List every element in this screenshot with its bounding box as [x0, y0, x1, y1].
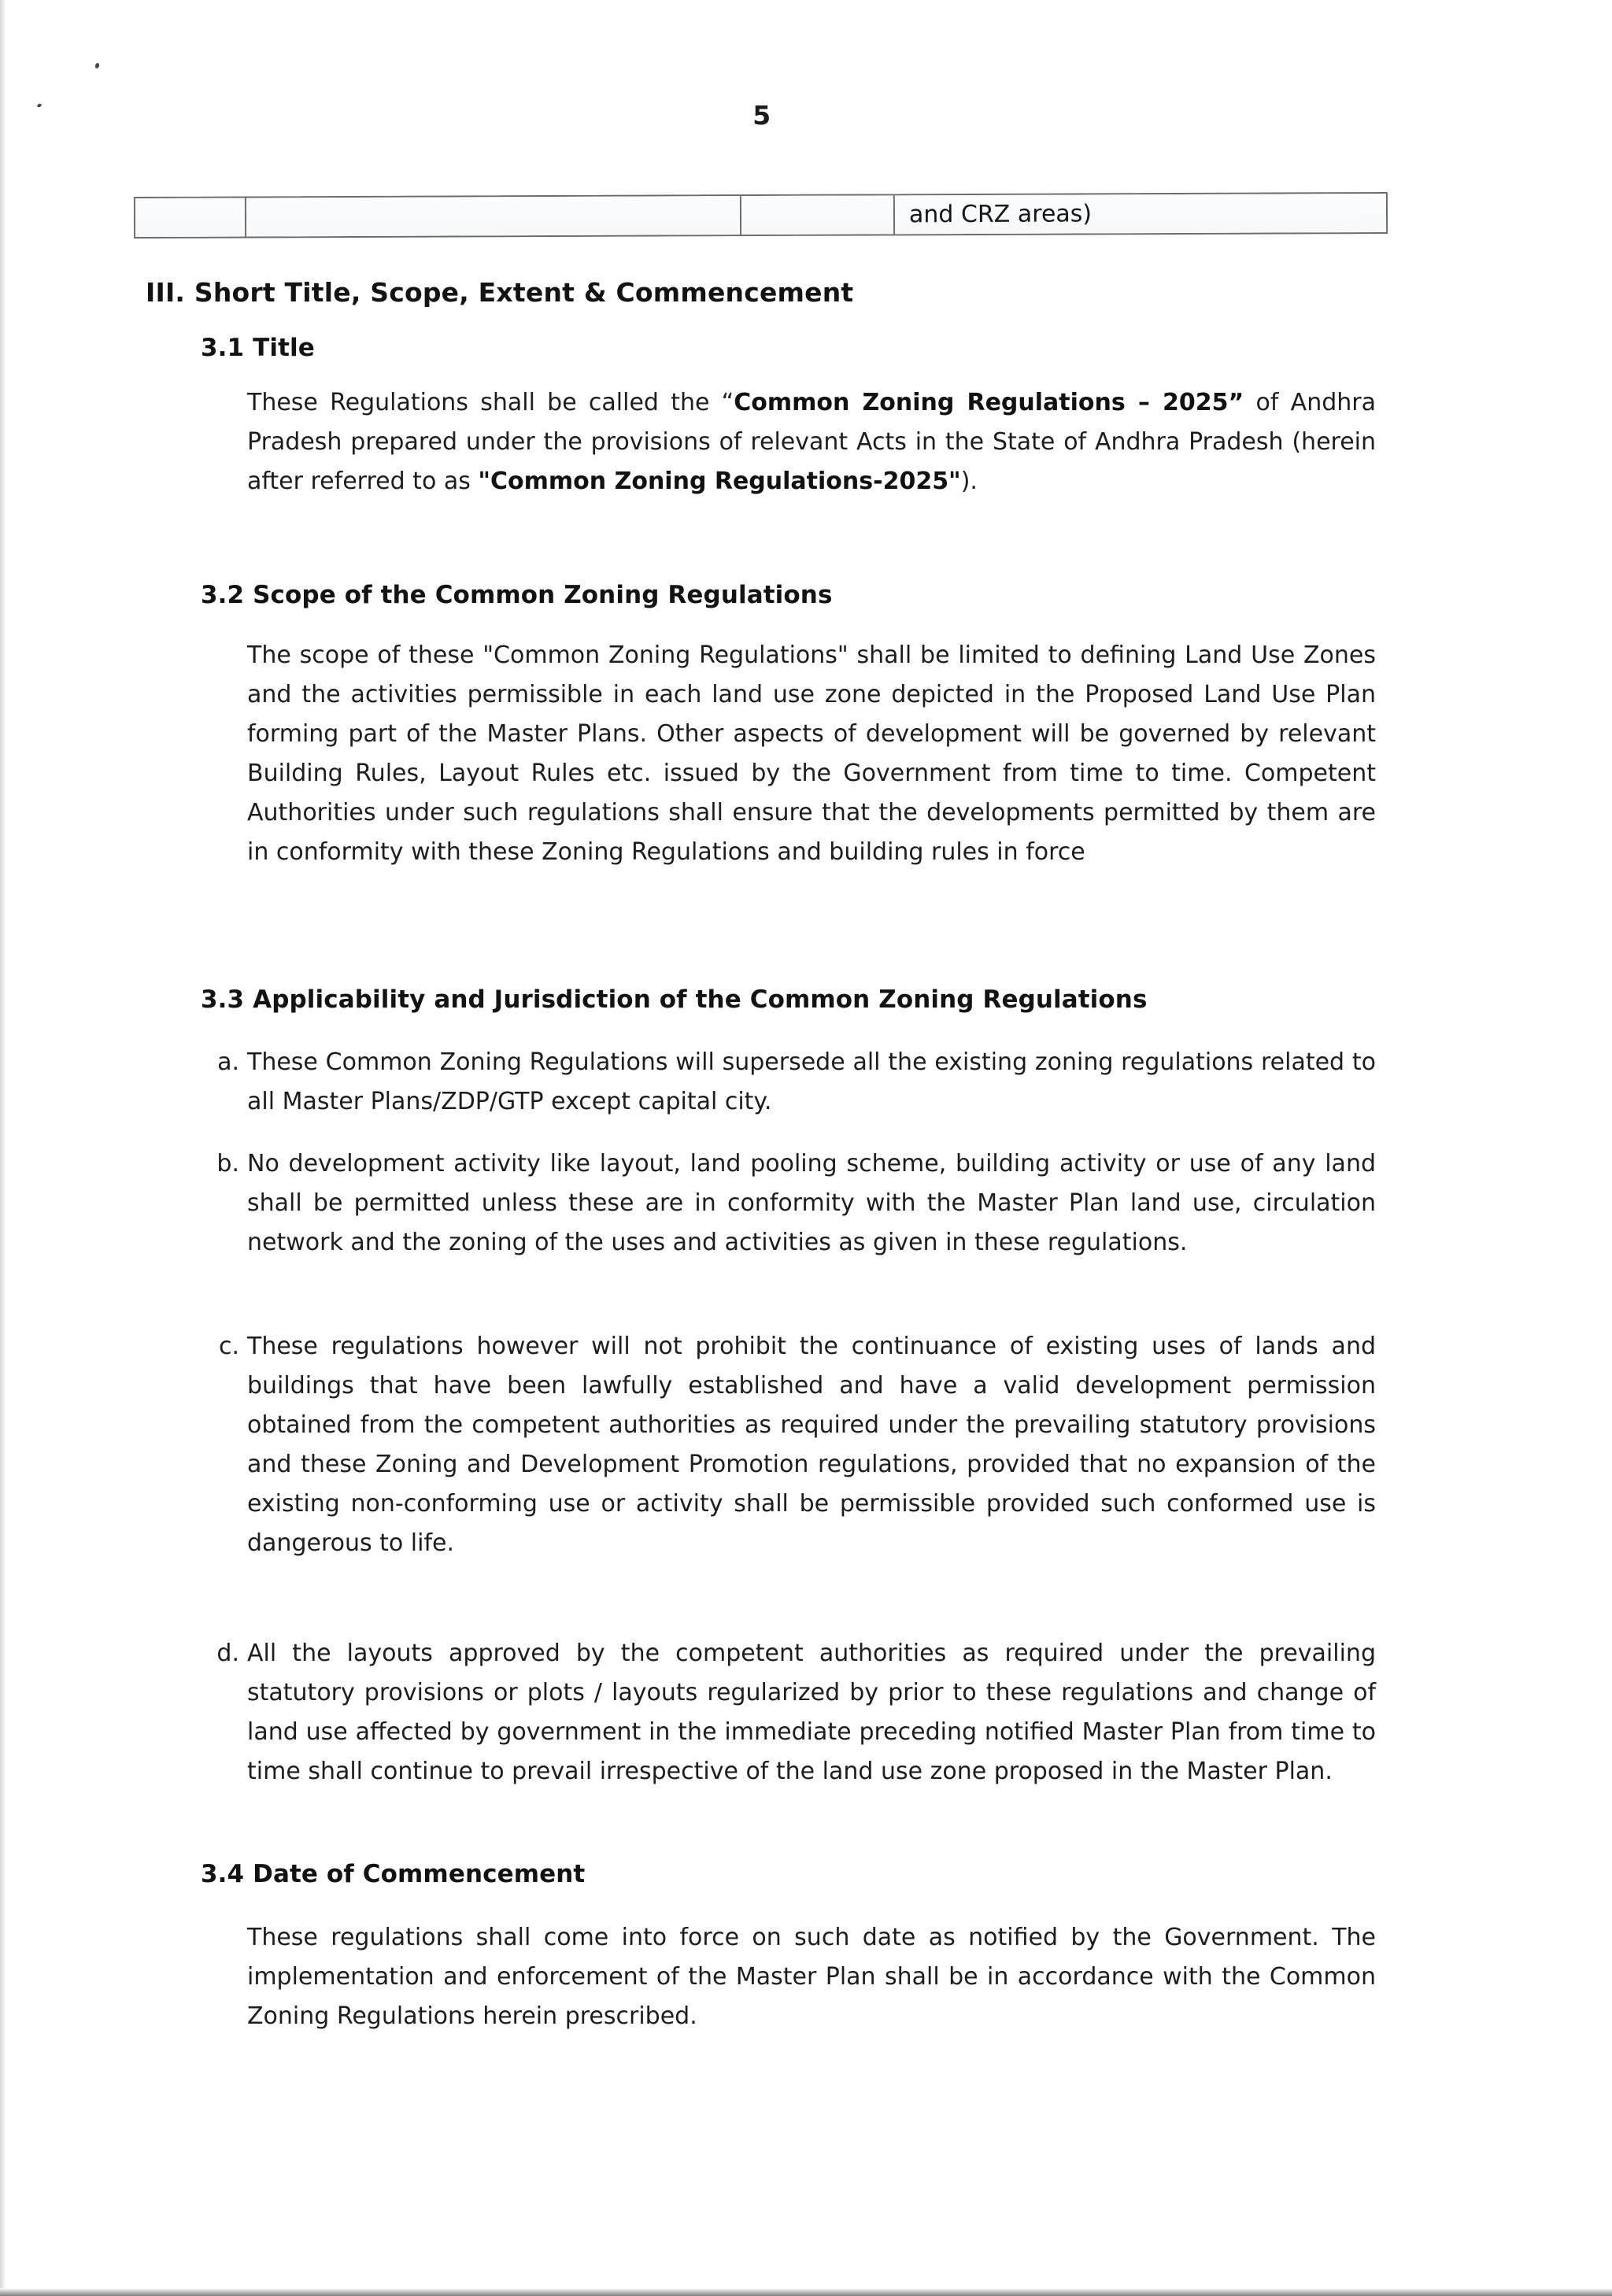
- subsection-heading-3-4: 3.4 Date of Commencement: [201, 1860, 586, 1888]
- scan-edge-left: [0, 0, 6, 2296]
- para-run: of Andhra Pradesh prepared under the provisions of relevant Acts in the State of Andhra Pradesh (herein after referred to as: [247, 389, 1376, 495]
- list-item: [206, 1043, 1376, 1122]
- page-number: 5: [752, 100, 771, 131]
- scan-speck-icon: [94, 62, 100, 68]
- scan-edge-bottom: [0, 2288, 1612, 2296]
- para-run-bold: "Common Zoning Regulations-2025": [478, 468, 961, 495]
- list-item-marker: c.: [218, 1333, 239, 1360]
- list-item-text: These regulations however will not prohibit the continuance of existing uses of lands and buildings that have been lawfully established and have a valid development permission obtained from the competent authorities as required under the prevailing statutory provisions and these Zoning and Development Promotion regulations, provided that no expansion of the existing non-conforming use or activity shall be permissible provided such conformed use is dangerous to life.: [247, 1333, 1376, 1557]
- subsection-paragraph-3-1: [247, 383, 1376, 501]
- subsection-paragraph-3-4: These regulations shall come into force on such date as notified by the Government. The implementation and enforcement of the Master Plan shall be in accordance with the Common Zoning Regulations herein prescribed.: [247, 1924, 1376, 2030]
- table-cell: [741, 195, 895, 235]
- subsection-heading-3-3: 3.3 Applicability and Jurisdiction of the Common Zoning Regulations: [201, 985, 1148, 1014]
- para-run: These Regulations shall be called the “: [247, 389, 734, 416]
- list-item-marker: d.: [216, 1640, 239, 1667]
- table-cell: [246, 196, 741, 236]
- list-item-text: These Common Zoning Regulations will supersede all the existing zoning regulations related to all Master Plans/ZDP/GTP except capital city.: [247, 1048, 1376, 1115]
- subsection-heading-3-2: 3.2 Scope of the Common Zoning Regulations: [201, 581, 833, 609]
- list-item: [206, 1144, 1376, 1263]
- table-cell-text: and CRZ areas): [908, 200, 1093, 229]
- table-cell: [135, 198, 246, 238]
- subsection-paragraph-3-2: The scope of these "Common Zoning Regulations" shall be limited to defining Land Use Zones and the activities permissible in each land use zone depicted in the Proposed Land Use Plan forming part of the Master Plans. Other aspects of development will be governed by relevant Building Rules, Layout Rules etc. issued by the Government from time to time. Competent Authorities under such regulations shall ensure that the developments permitted by them are in conformity with these Zoning Regulations and building rules in force: [247, 641, 1376, 866]
- list-item-text: No development activity like layout, land pooling scheme, building activity or use of any land shall be permitted unless these are in conformity with the Master Plan land use, circulation network and the zoning of the uses and activities as given in these regulations.: [247, 1150, 1376, 1256]
- list-item-marker: b.: [216, 1150, 239, 1178]
- table-cell-crz-areas: [895, 194, 1386, 234]
- list-item: [206, 1634, 1376, 1791]
- subsection-heading-3-1: 3.1 Title: [201, 334, 315, 362]
- list-item: [206, 1327, 1376, 1563]
- list-item-text: All the layouts approved by the competent authorities as required under the prevailing statutory provisions or plots / layouts regularized by prior to these regulations and change of land use affected by government in the immediate preceding notified Master Plan from time to time shall continue to prevail irrespective of the land use zone proposed in the Master Plan.: [247, 1640, 1376, 1785]
- table-fragment: [134, 192, 1388, 238]
- para-run-bold: Common Zoning Regulations – 2025”: [734, 389, 1244, 416]
- para-run: ).: [960, 468, 978, 495]
- section-heading-iii: III. Short Title, Scope, Extent & Commencement: [146, 277, 854, 308]
- list-item-marker: a.: [217, 1048, 239, 1076]
